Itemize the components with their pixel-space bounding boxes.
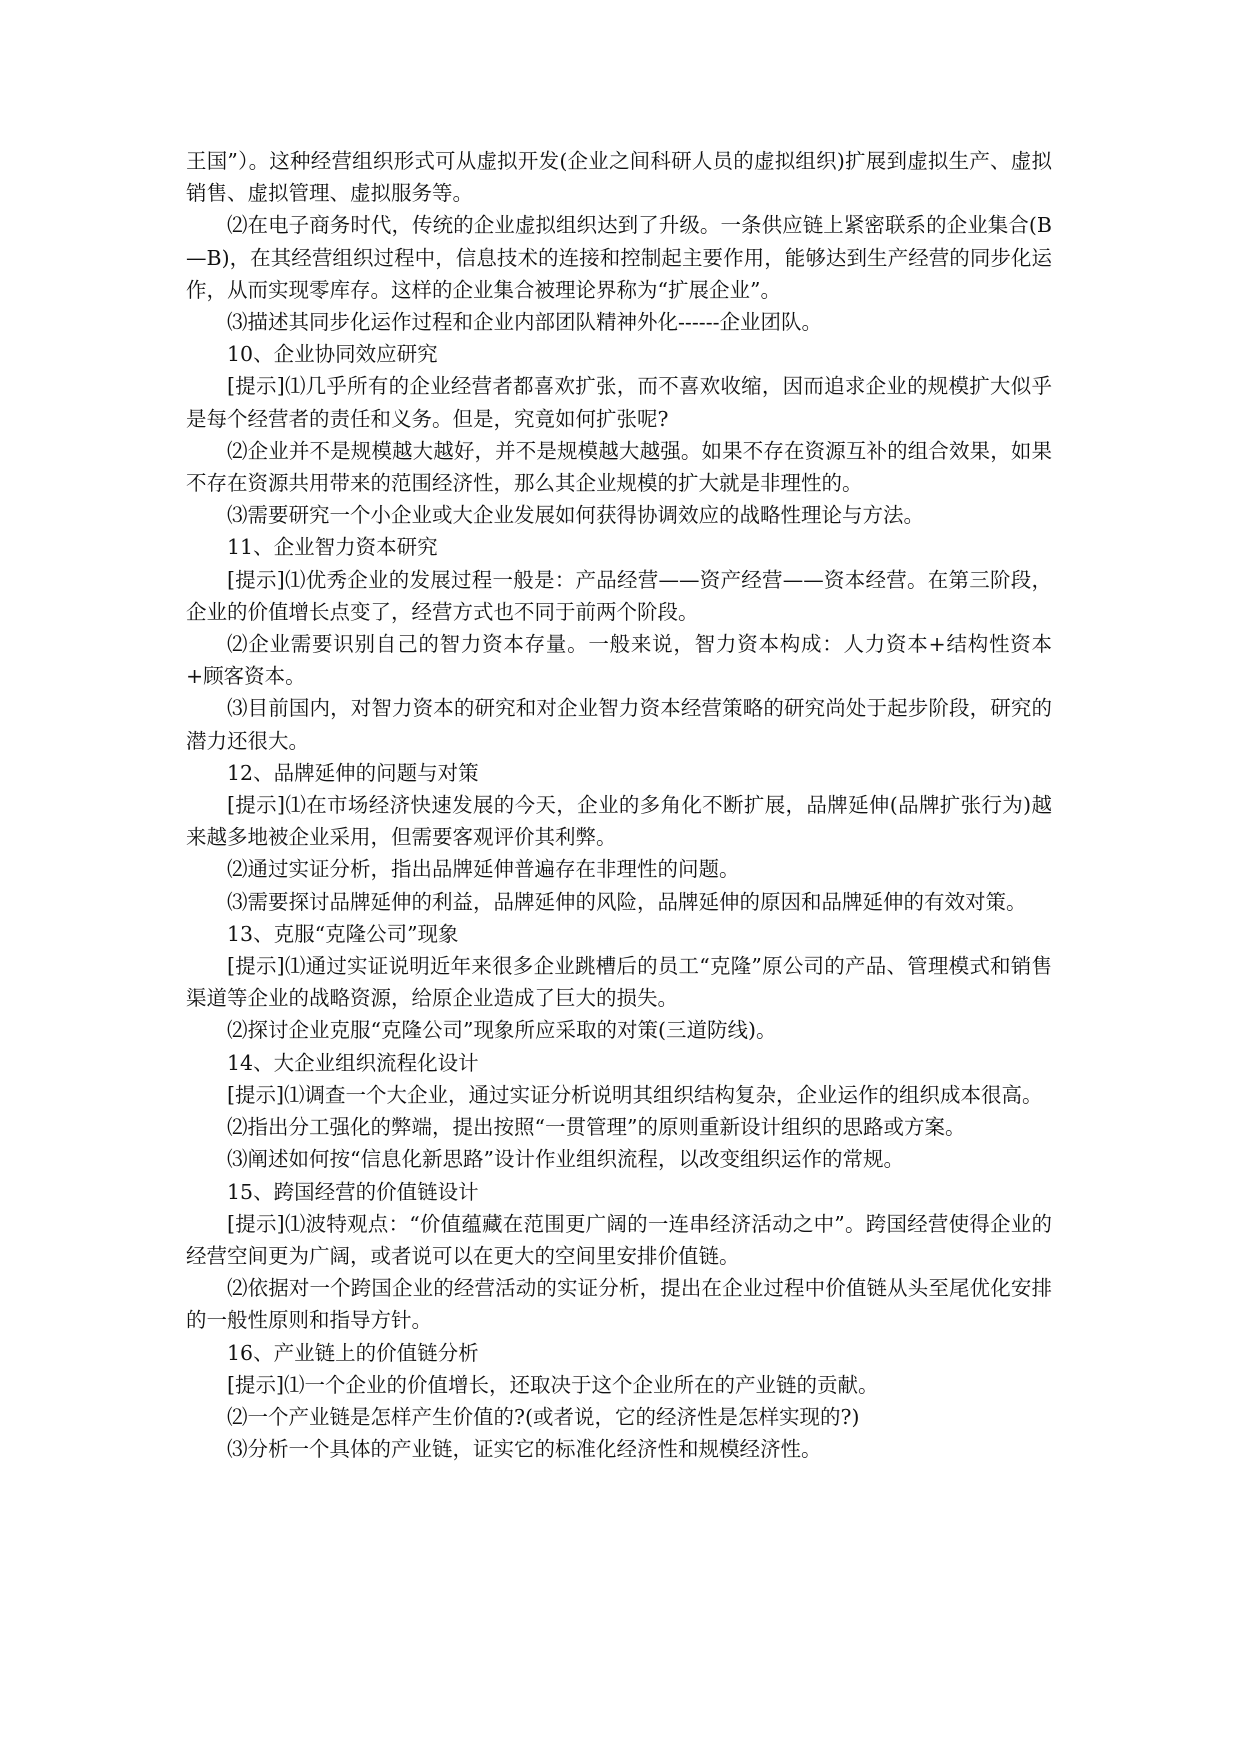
paragraph-point: ⑶描述其同步化运作过程和企业内部团队精神外化------企业团队。 [227, 310, 823, 335]
paragraph-point: ⑵依据对一个跨国企业的经营活动的实证分析，提出在企业过程中价值链从头至尾优化安排的一般性原则和指导方针。 [186, 1276, 1052, 1333]
paragraph-point: ⑶分析一个具体的产业链，证实它的标准化经济性和规模经济性。 [227, 1437, 822, 1462]
paragraph-point: ⑵企业并不是规模越大越好，并不是规模越大越强。如果不存在资源互补的组合效果，如果不存在资源共用带来的范围经济性，那么其企业规模的扩大就是非理性的。 [186, 438, 1052, 496]
paragraph-point: ⑵企业需要识别自己的智力资本存量。一般来说，智力资本构成：人力资本+结构性资本+顾客资本。 [186, 632, 1052, 689]
paragraph-hint: [提示]⑴几乎所有的企业经营者都喜欢扩张，而不喜欢收缩，因而追求企业的规模扩大似乎是每个经营者的责任和义务。但是，究竟如何扩张呢? [186, 374, 1052, 431]
paragraph-hint: [提示]⑴通过实证说明近年来很多企业跳槽后的员工“克隆”原公司的产品、管理模式和销售渠道等企业的战略资源，给原企业造成了巨大的损失。 [186, 954, 1052, 1011]
section-heading: 12、品牌延伸的问题与对策 [227, 760, 479, 785]
document-body [186, 145, 1052, 1465]
paragraph-hint: [提示]⑴一个企业的价值增长，还取决于这个企业所在的产业链的贡献。 [227, 1372, 879, 1397]
paragraph-hint: [提示]⑴优秀企业的发展过程一般是：产品经营——资产经营——资本经营。在第三阶段，企业的价值增长点变了，经营方式也不同于前两个阶段。 [186, 567, 1052, 624]
paragraph-point: ⑵在电子商务时代，传统的企业虚拟组织达到了升级。一条供应链上紧密联系的企业集合(B—B)，在其经营组织过程中，信息技术的连接和控制起主要作用，能够达到生产经营的同步化运作，从而实现零库存。这样的企业集合被理论界称为“扩展企业”。 [186, 213, 1052, 302]
paragraph-point: ⑶阐述如何按“信息化新思路”设计作业组织流程，以改变组织运作的常规。 [227, 1147, 904, 1172]
paragraph-point: ⑵通过实证分析，指出品牌延伸普遍存在非理性的问题。 [227, 857, 740, 882]
paragraph-hint: [提示]⑴波特观点：“价值蕴藏在范围更广阔的一连串经济活动之中”。跨国经营使得企业的经营空间更为广阔，或者说可以在更大的空间里安排价值链。 [186, 1211, 1052, 1268]
paragraph-hint: [提示]⑴在市场经济快速发展的今天，企业的多角化不断扩展，品牌延伸(品牌扩张行为)越来越多地被企业采用，但需要客观评价其利弊。 [186, 793, 1052, 850]
section-heading: 15、跨国经营的价值链设计 [227, 1179, 479, 1204]
paragraph-hint: [提示]⑴调查一个大企业，通过实证分析说明其组织结构复杂，企业运作的组织成本很高。 [227, 1082, 1043, 1107]
section-heading: 13、克服“克隆公司”现象 [227, 921, 459, 946]
paragraph-continuation: 王国”）。这种经营组织形式可从虚拟开发(企业之间科研人员的虚拟组织)扩展到虚拟生产、虚拟销售、虚拟管理、虚拟服务等。 [186, 149, 1052, 206]
paragraph-point: ⑶目前国内，对智力资本的研究和对企业智力资本经营策略的研究尚处于起步阶段，研究的潜力还很大。 [186, 696, 1052, 753]
paragraph-point: ⑵指出分工强化的弊端，提出按照“一贯管理”的原则重新设计组织的思路或方案。 [227, 1115, 966, 1140]
section-heading: 11、企业智力资本研究 [227, 535, 438, 560]
section-heading: 16、产业链上的价值链分析 [227, 1340, 479, 1365]
paragraph-point: ⑵探讨企业克服“克隆公司”现象所应采取的对策(三道防线)。 [227, 1018, 777, 1043]
paragraph-point: ⑵一个产业链是怎样产生价值的?(或者说，它的经济性是怎样实现的?) [227, 1404, 860, 1429]
section-heading: 14、大企业组织流程化设计 [227, 1050, 479, 1075]
paragraph-point: ⑶需要研究一个小企业或大企业发展如何获得协调效应的战略性理论与方法。 [227, 503, 924, 528]
paragraph-point: ⑶需要探讨品牌延伸的利益，品牌延伸的风险，品牌延伸的原因和品牌延伸的有效对策。 [227, 889, 1027, 914]
section-heading: 10、企业协同效应研究 [227, 342, 438, 367]
